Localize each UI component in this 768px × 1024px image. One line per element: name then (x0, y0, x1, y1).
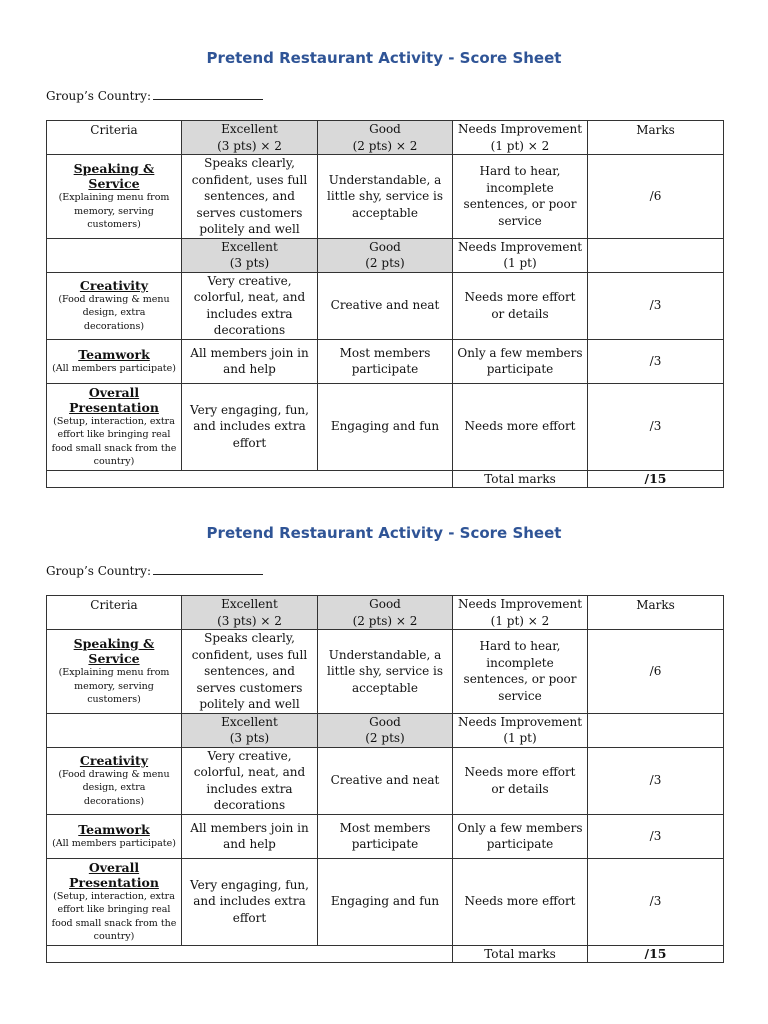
group-country-field (46, 89, 263, 103)
criteria-cell (47, 272, 182, 339)
marks-cell[interactable]: /3 (588, 858, 724, 945)
marks-cell[interactable]: /6 (588, 155, 724, 239)
excellent-points: (3 pts) × 2 (217, 138, 282, 153)
good-subheader (318, 238, 453, 272)
empty-cell (47, 713, 182, 747)
needs-header (453, 121, 588, 155)
empty-cell (588, 713, 724, 747)
criteria-cell (47, 155, 182, 239)
rubric-table (46, 120, 724, 488)
criteria-name: Speaking & Service (73, 161, 155, 191)
good-points: (2 pts) × 2 (352, 613, 418, 628)
table-row (47, 155, 724, 239)
criteria-description: (Food drawing & menu design, extra decorations) (58, 768, 170, 807)
criteria-description: (Setup, interaction, extra effort like bringing real food small snack from the country) (51, 415, 177, 467)
needs-descriptor: Only a few members participate (453, 339, 588, 383)
criteria-name: Speaking & Service (73, 636, 155, 666)
good-points: (2 pts) × 2 (352, 138, 418, 153)
good-descriptor: Understandable, a little shy, service is acceptable (318, 630, 453, 714)
needs-subheader (453, 238, 588, 272)
needs-descriptor: Needs more effort (453, 858, 588, 945)
table-row (47, 858, 724, 945)
table-row (47, 630, 724, 714)
marks-cell[interactable]: /3 (588, 383, 724, 470)
good-descriptor: Most members participate (318, 339, 453, 383)
criteria-description: (Food drawing & menu design, extra decorations) (58, 293, 170, 332)
criteria-name: Creativity (79, 277, 149, 293)
excellent-descriptor: Very creative, colorful, neat, and includes extra decorations (182, 747, 318, 814)
group-country-label: Group’s Country: (46, 564, 151, 578)
criteria-cell (47, 747, 182, 814)
needs-points: (1 pt) (503, 256, 537, 270)
good-descriptor: Engaging and fun (318, 858, 453, 945)
criteria-name: Overall Presentation (69, 384, 159, 415)
needs-points: (1 pt) (503, 731, 537, 745)
header-row (47, 121, 724, 155)
rubric-table (46, 595, 724, 963)
criteria-cell (47, 383, 182, 470)
total-row (47, 945, 724, 963)
good-label: Good (369, 239, 401, 254)
criteria-header: Criteria (47, 596, 182, 630)
excellent-points: (3 pts) (229, 256, 270, 270)
group-country-blank[interactable] (153, 89, 263, 100)
table-row (47, 383, 724, 470)
needs-header (453, 596, 588, 630)
needs-subheader (453, 713, 588, 747)
total-label: Total marks (453, 470, 588, 488)
table-row (47, 747, 724, 814)
criteria-name: Creativity (79, 752, 149, 768)
table-row (47, 814, 724, 858)
needs-descriptor: Hard to hear, incomplete sentences, or poor service (453, 155, 588, 239)
excellent-descriptor: Speaks clearly, confident, uses full sentences, and serves customers politely and well (182, 155, 318, 239)
total-row (47, 470, 724, 488)
needs-descriptor: Needs more effort or details (453, 272, 588, 339)
good-label: Good (369, 714, 401, 729)
good-points: (2 pts) (365, 731, 405, 745)
excellent-label: Excellent (221, 122, 278, 136)
criteria-cell (47, 858, 182, 945)
excellent-label: Excellent (221, 714, 278, 729)
excellent-header (182, 596, 318, 630)
excellent-descriptor: All members join in and help (182, 339, 318, 383)
excellent-label: Excellent (221, 239, 278, 254)
good-descriptor: Understandable, a little shy, service is acceptable (318, 155, 453, 239)
subheader-row (47, 238, 724, 272)
needs-descriptor: Only a few members participate (453, 814, 588, 858)
good-label: Good (369, 122, 401, 136)
excellent-descriptor: All members join in and help (182, 814, 318, 858)
sheet-title: Pretend Restaurant Activity - Score Sheet (206, 49, 562, 67)
marks-cell[interactable]: /3 (588, 747, 724, 814)
needs-label: Needs Improvement (457, 597, 583, 611)
criteria-name: Teamwork (78, 346, 150, 362)
criteria-cell (47, 339, 182, 383)
excellent-header (182, 121, 318, 155)
total-value[interactable]: /15 (588, 470, 724, 488)
criteria-name: Teamwork (78, 821, 150, 837)
needs-label: Needs Improvement (457, 714, 583, 729)
total-value[interactable]: /15 (588, 945, 724, 963)
group-country-field (46, 564, 263, 578)
group-country-label: Group’s Country: (46, 89, 151, 103)
marks-header: Marks (588, 121, 724, 155)
empty-cell (47, 945, 453, 963)
excellent-descriptor: Very engaging, fun, and includes extra effort (182, 383, 318, 470)
criteria-description: (All members participate) (52, 837, 176, 849)
needs-points: (1 pt) × 2 (490, 613, 550, 628)
header-row (47, 596, 724, 630)
subheader-row (47, 713, 724, 747)
excellent-points: (3 pts) × 2 (217, 613, 282, 628)
needs-descriptor: Hard to hear, incomplete sentences, or poor service (453, 630, 588, 714)
marks-cell[interactable]: /3 (588, 272, 724, 339)
excellent-points: (3 pts) (229, 731, 270, 745)
criteria-description: (Setup, interaction, extra effort like bringing real food small snack from the country) (51, 890, 177, 942)
excellent-subheader (182, 238, 318, 272)
criteria-description: (All members participate) (52, 362, 176, 374)
empty-cell (47, 238, 182, 272)
table-row (47, 339, 724, 383)
empty-cell (47, 470, 453, 488)
sheet-title: Pretend Restaurant Activity - Score Sheet (206, 524, 562, 542)
good-subheader (318, 713, 453, 747)
excellent-descriptor: Very creative, colorful, neat, and includes extra decorations (182, 272, 318, 339)
excellent-descriptor: Speaks clearly, confident, uses full sentences, and serves customers politely and well (182, 630, 318, 714)
needs-descriptor: Needs more effort or details (453, 747, 588, 814)
marks-cell[interactable]: /3 (588, 814, 724, 858)
score-sheet-1 (0, 40, 768, 520)
criteria-name: Overall Presentation (69, 859, 159, 890)
criteria-header: Criteria (47, 121, 182, 155)
empty-cell (588, 238, 724, 272)
criteria-description: (Explaining menu from memory, serving customers) (58, 667, 170, 705)
criteria-cell (47, 630, 182, 714)
score-sheet-2 (0, 515, 768, 995)
good-label: Good (369, 597, 401, 611)
good-descriptor: Engaging and fun (318, 383, 453, 470)
needs-label: Needs Improvement (457, 239, 583, 254)
good-descriptor: Creative and neat (318, 747, 453, 814)
good-points: (2 pts) (365, 256, 405, 270)
excellent-label: Excellent (221, 597, 278, 611)
good-descriptor: Most members participate (318, 814, 453, 858)
criteria-cell (47, 814, 182, 858)
marks-cell[interactable]: /6 (588, 630, 724, 714)
table-row (47, 272, 724, 339)
marks-header: Marks (588, 596, 724, 630)
excellent-descriptor: Very engaging, fun, and includes extra effort (182, 858, 318, 945)
criteria-description: (Explaining menu from memory, serving customers) (58, 192, 170, 230)
needs-descriptor: Needs more effort (453, 383, 588, 470)
needs-points: (1 pt) × 2 (490, 138, 550, 153)
excellent-subheader (182, 713, 318, 747)
total-label: Total marks (453, 945, 588, 963)
good-header (318, 596, 453, 630)
marks-cell[interactable]: /3 (588, 339, 724, 383)
good-header (318, 121, 453, 155)
group-country-blank[interactable] (153, 564, 263, 575)
good-descriptor: Creative and neat (318, 272, 453, 339)
needs-label: Needs Improvement (457, 122, 583, 136)
